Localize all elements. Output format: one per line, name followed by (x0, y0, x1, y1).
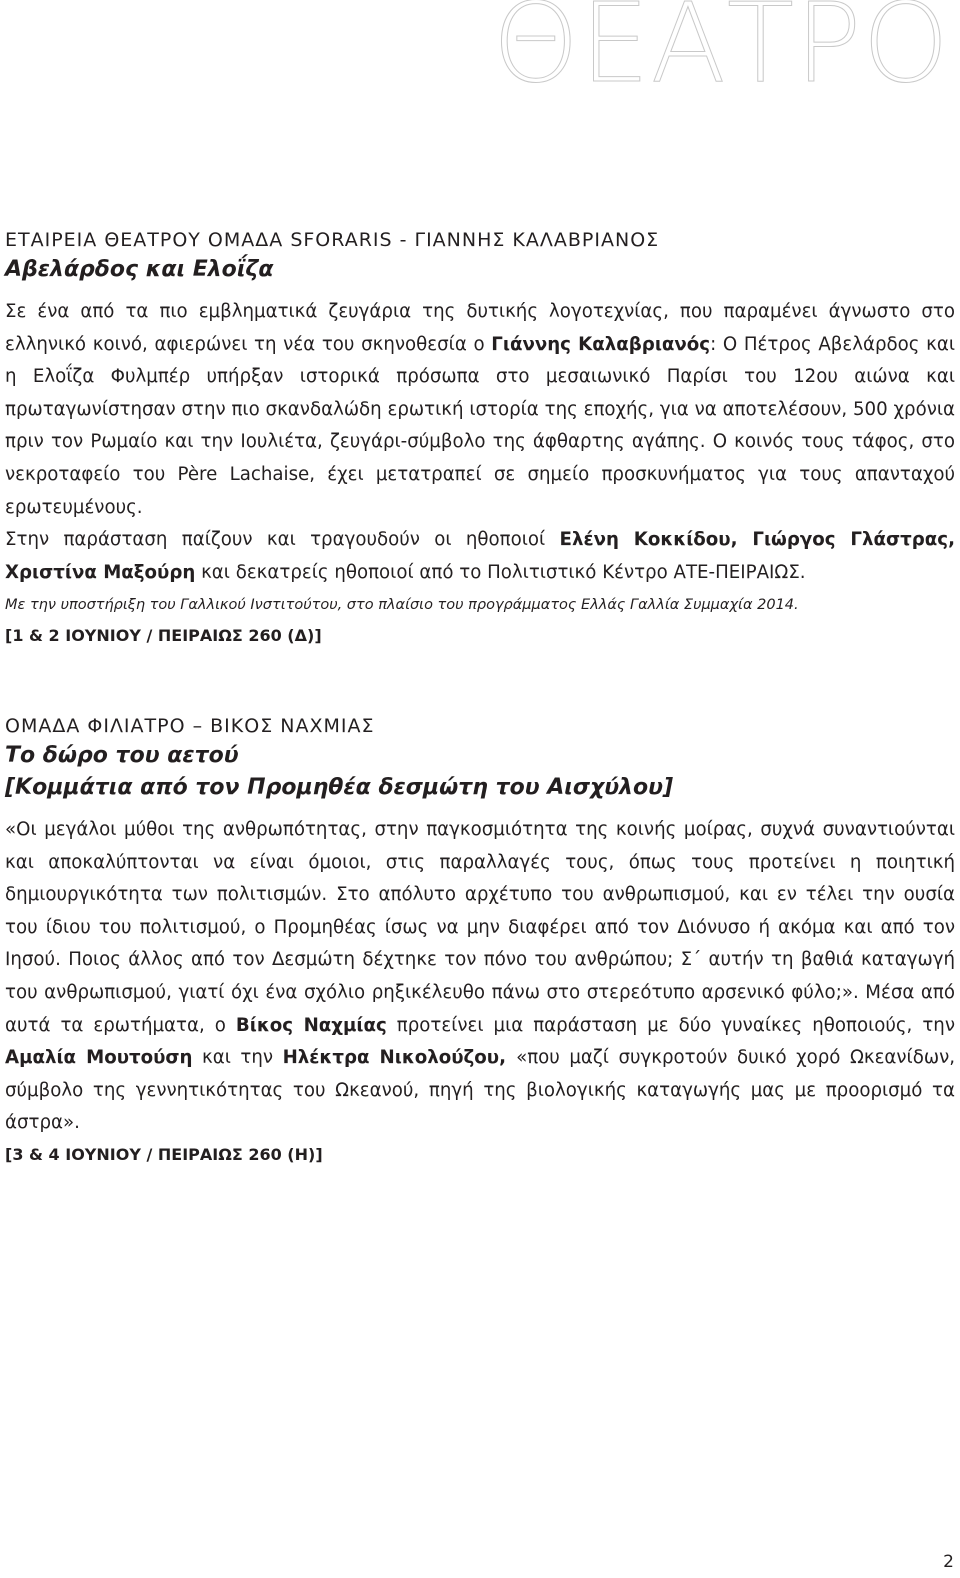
cast-names: Ελένη Κοκκίδου, Γιώργος Γλάστρας, Χριστίνα Μαξούρη (5, 529, 955, 583)
event-title: Αβελάρδος και Ελοΐζα (5, 257, 274, 282)
event-eagle-gift (5, 712, 955, 1170)
event-dates: [1 & 2 ΙΟΥΝΙΟΥ / ΠΕΙΡΑΙΩΣ 260 (Δ)] (5, 626, 322, 646)
company-name: ΟΜΑΔΑ ΦΙΛΙΑΤΡΟ – ΒΙΚΟΣ ΝΑΧΜΙΑΣ (5, 715, 375, 737)
section-header: ΘΕΑΤΡΟ (492, 0, 950, 107)
cast-description (5, 524, 955, 589)
description-text: Σε ένα από τα πιο εμβληματικά ζευγάρια της δυτικής λογοτεχνίας, που παραμένει άγνωστο στο ελληνικό κοινό, αφιερώνει τη νέα του σκηνοθεσία ο (5, 301, 955, 355)
description-text: «Οι μεγάλοι μύθοι της ανθρωπότητας, στην παγκοσμιότητα της κοινής μοίρας, συχνά συναντιούνται και αποκαλύπτονται να είναι όμοιοι, στις παραλλαγές τους, όπως τους προτείνει η ποιητική δημιουργικότητα των πολιτισμών. Στο απόλυτο αρχέτυπο του ανθρωπισμού, και εν τέλει την ουσία του ίδιου του πολιτισμού, ο Προμηθέας ίσως να μην διαφέρει από τον Διόνυσο ή ακόμα και από τον Ιησού. Ποιος άλλος από τον Δεσμώτη δέχτηκε τον πόνο του ανθρώπου; Σ΄ αυτήν τη βαθιά καταγωγή του ανθρωπισμού, γιατί όχι ένα σχόλιο ρηξικέλευθο πάνω στο στερεότυπο αρσενικό φύλο;». Μέσα από αυτά τα ερωτήματα, ο (5, 819, 955, 1036)
support-note: Με την υποστήριξη του Γαλλικού Ινστιτούτου, στο πλαίσιο του προγράμματος Ελλάς Γαλλία Συμμαχία 2014. (5, 597, 799, 614)
director-name: Βίκος Ναχμίας (235, 1014, 387, 1036)
description-text: : Ο Πέτρος Αβελάρδος και η Ελοΐζα Φυλμπέρ υπήρξαν ιστορικά πρόσωπα στο μεσαιωνικό Παρίσι του 12ου αιώνα και πρωταγωνίστησαν στην πιο σκανδαλώδη ερωτική ιστορία της εποχής, για να αποτελέσουν, 500 χρόνια πριν τον Ρωμαίο και την Ιουλιέτα, ζευγάρι-σύμβολο της άφθαρτης αγάπης. Ο κοινός τους τάφος, στο νεκροταφείο του Père Lachaise, έχει μετατραπεί σε σημείο προσκυνήματος για τους απανταχού ερωτευμένους. (5, 333, 955, 518)
event-subtitle: [Κομμάτια από τον Προμηθέα δεσμώτη του Αισχύλου] (5, 775, 674, 800)
event-description (5, 296, 955, 524)
description-text: «που μαζί συγκροτούν δυικό χορό Ωκεανίδων, σύμβολο της γεννητικότητας του Ωκεανού, πηγή της βιολογικής καταγωγής μας με προορισμό τα άστρα». (5, 1047, 956, 1134)
event-description (5, 814, 955, 1140)
page-number: 2 (943, 1552, 954, 1572)
director-name: Γιάννης Καλαβριανός (491, 333, 711, 355)
description-text: προτείνει μια παράσταση με δύο γυναίκες ηθοποιούς, την (386, 1014, 955, 1036)
description-text: και την (192, 1047, 283, 1069)
event-title: Το δώρο του αετού (5, 743, 239, 768)
event-abelard-heloise (5, 226, 955, 651)
event-dates: [3 & 4 ΙΟΥΝΙΟΥ / ΠΕΙΡΑΙΩΣ 260 (Η)] (5, 1144, 323, 1164)
actor-name: Ηλέκτρα Νικολούζου, (282, 1047, 517, 1069)
cast-text: Στην παράσταση παίζουν και τραγουδούν οι ηθοποιοί (5, 529, 560, 551)
cast-text: και δεκατρείς ηθοποιοί από το Πολιτιστικό Κέντρο ΑΤΕ-ΠΕΙΡΑΙΩΣ. (195, 561, 806, 583)
company-name: ΕΤΑΙΡΕΙΑ ΘΕΑΤΡΟΥ ΟΜΑΔΑ SFORARIS - ΓΙΑΝΝΗΣ ΚΑΛΑΒΡΙΑΝΟΣ (5, 229, 660, 251)
actor-name: Αμαλία Μουτούση (5, 1047, 193, 1069)
